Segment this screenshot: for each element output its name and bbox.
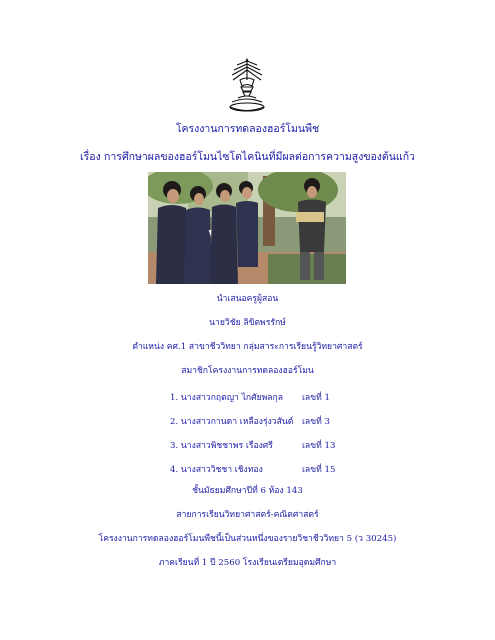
member-number: เลขที่ 1: [302, 393, 330, 403]
project-topic: เรื่อง การศึกษาผลของฮอร์โมนไซโตไคนินที่มีผลต่อการความสูงของต้นแก้ว: [80, 151, 415, 163]
teacher-name: นายวิชัย ลิขิตพรรักษ์: [209, 318, 286, 328]
list-item: [170, 462, 370, 473]
member-name: 2. นางสาวกานดา เหลืองรุ่งวสันต์: [170, 417, 294, 427]
teacher-position: ตำแหน่ง คศ.1 สาขาชีววิทยา กลุ่มสาระการเรียนรู้วิทยาศาสตร์: [132, 342, 363, 352]
list-item: [170, 390, 370, 401]
member-number: เลขที่ 3: [302, 417, 330, 427]
school-emblem-icon: [224, 56, 270, 114]
member-number: เลขที่ 13: [302, 441, 336, 451]
member-name: 1. นางสาวกฤตญา ไกศัยพลกุล: [170, 393, 284, 403]
class-info: ชั้นมัธยมศึกษาปีที่ 6 ห้อง 143: [192, 486, 303, 496]
list-item: [170, 438, 370, 449]
students-photo: [148, 172, 346, 284]
semester: ภาคเรียนที่ 1 ปี 2560 โรงเรียนเตรียมอุดมศึกษา: [158, 558, 337, 568]
member-name: 3. นางสาวพิชชาพร เรืองศรี: [170, 441, 273, 451]
member-name: 4. นางสาววิชชา เชิงทอง: [170, 465, 263, 475]
presented-to-heading: นำเสนอครูผู้สอน: [216, 294, 279, 304]
course-note: โครงงานการทดลองฮอร์โมนพืชนี้เป็นส่วนหนึ่งของรายวิชาชีววิทยา 5 (ว 30245): [98, 534, 397, 544]
program: สายการเรียนวิทยาศาสตร์-คณิตศาสตร์: [176, 510, 319, 520]
member-number: เลขที่ 15: [302, 465, 336, 475]
members-heading: สมาชิกโครงงานการทดลองฮอร์โมน: [181, 366, 314, 376]
list-item: [170, 414, 370, 425]
project-title: โครงงานการทดลองฮอร์โมนพืช: [175, 123, 320, 135]
